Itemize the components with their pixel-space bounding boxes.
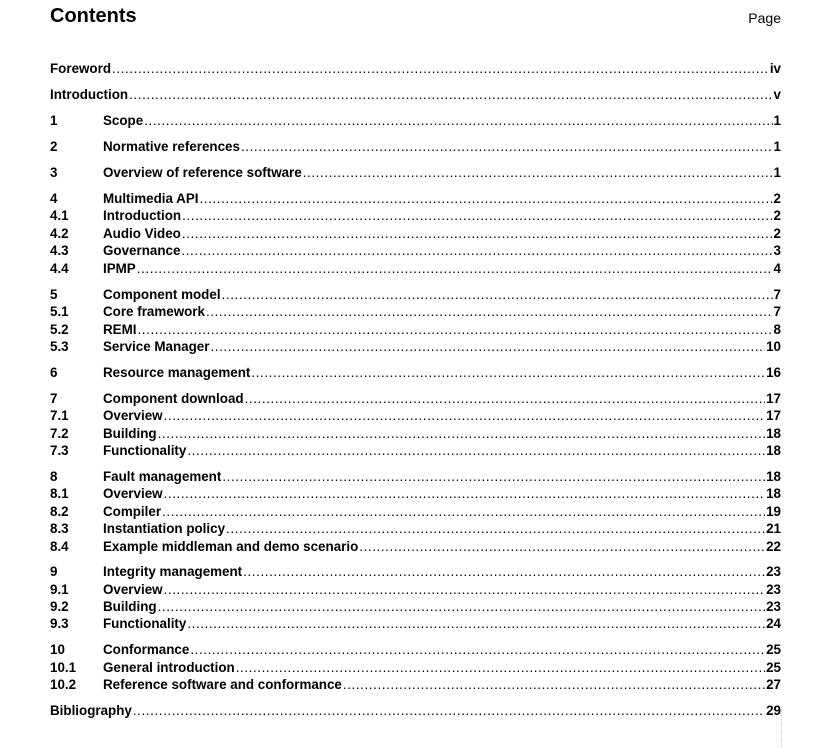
toc-entry-8[interactable]: [50, 468, 781, 485]
toc-page: 24: [766, 616, 781, 631]
toc-title: General introduction: [103, 660, 235, 675]
toc-leader: [164, 485, 766, 502]
toc-page: v: [773, 87, 781, 102]
toc-title: Introduction: [103, 208, 182, 223]
toc-leader: [190, 641, 765, 658]
toc-title: Conformance: [103, 642, 190, 657]
toc-number: 8.4: [50, 539, 69, 554]
toc-page: 2: [773, 226, 781, 241]
toc-entry-5[interactable]: [50, 286, 781, 303]
toc-leader: [158, 598, 766, 615]
toc-page: 8: [773, 322, 781, 337]
toc-leader: [226, 520, 765, 537]
toc-leader: [303, 164, 773, 181]
toc-title: Reference software and conformance: [103, 677, 342, 692]
toc-leader: [137, 321, 772, 338]
toc-title: Governance: [103, 243, 181, 258]
toc-number: 7.1: [50, 408, 69, 423]
toc-page: 25: [766, 642, 781, 657]
toc-number: 10.1: [50, 660, 77, 675]
toc-page: 2: [773, 191, 781, 206]
toc-title: Introduction: [50, 87, 129, 102]
toc-number: 7.3: [50, 443, 69, 458]
toc-leader: [112, 60, 769, 77]
toc-entry-introduction[interactable]: [50, 86, 781, 103]
toc-leader: [144, 112, 772, 129]
toc-entry-8-4[interactable]: [50, 538, 781, 555]
toc-entry-7[interactable]: [50, 390, 781, 407]
toc-page: 19: [766, 504, 781, 519]
toc-number: 9.3: [50, 616, 69, 631]
toc-title: Foreword: [50, 61, 112, 76]
toc-leader: [129, 86, 772, 103]
toc-page: 22: [766, 539, 781, 554]
toc-leader: [199, 190, 772, 207]
toc-leader: [206, 303, 773, 320]
toc-entry-1[interactable]: [50, 112, 781, 129]
toc-page: 2: [773, 208, 781, 223]
toc-title: Instantiation policy: [103, 521, 226, 536]
toc-entry-9-2[interactable]: [50, 598, 781, 615]
toc-page: 1: [773, 113, 781, 128]
toc-entry-8-1[interactable]: [50, 485, 781, 502]
toc-entry-4-3[interactable]: [50, 242, 781, 259]
toc-leader: [241, 138, 773, 155]
toc-leader: [182, 207, 772, 224]
toc-title: Audio Video: [103, 226, 181, 241]
toc-leader: [210, 338, 765, 355]
toc-leader: [162, 503, 765, 520]
toc-number: 2: [50, 139, 58, 154]
toc-number: 6: [50, 365, 58, 380]
toc-title: Resource management: [103, 365, 251, 380]
toc-title: Component download: [103, 391, 244, 406]
toc-entry-3[interactable]: [50, 164, 781, 181]
toc-title: Scope: [103, 113, 144, 128]
page-title: Contents: [50, 5, 137, 27]
toc-leader: [187, 442, 765, 459]
toc-page: 17: [766, 391, 781, 406]
toc-title: Normative references: [103, 139, 240, 154]
toc-entry-bibliography[interactable]: [50, 702, 781, 719]
toc-number: 4.4: [50, 261, 69, 276]
toc-page: 23: [766, 582, 781, 597]
page-column-label: Page: [748, 10, 781, 26]
toc-entry-2[interactable]: [50, 138, 781, 155]
toc-number: 5.3: [50, 339, 69, 354]
toc-title: REMI: [103, 322, 137, 337]
toc-title: Compiler: [103, 504, 162, 519]
toc-page: 23: [766, 599, 781, 614]
toc-title: Example middleman and demo scenario: [103, 539, 359, 554]
toc-entry-7-1[interactable]: [50, 407, 781, 424]
toc-title: Overview: [103, 486, 163, 501]
toc-number: 10: [50, 642, 65, 657]
toc-leader: [343, 676, 765, 693]
toc-title: Building: [103, 426, 157, 441]
toc-number: 8.3: [50, 521, 69, 536]
toc-page: 21: [766, 521, 781, 536]
toc-page: 4: [773, 261, 781, 276]
toc-title: Overview: [103, 582, 163, 597]
toc-entry-9[interactable]: [50, 563, 781, 580]
toc-number: 5: [50, 287, 58, 302]
toc-entry-4-4[interactable]: [50, 260, 781, 277]
toc-number: 7.2: [50, 426, 69, 441]
toc-number: 4: [50, 191, 58, 206]
toc-number: 3: [50, 165, 58, 180]
toc-entry-4-2[interactable]: [50, 225, 781, 242]
toc-leader: [236, 659, 765, 676]
toc-leader: [164, 581, 766, 598]
toc-title: Building: [103, 599, 157, 614]
toc-entry-5-1[interactable]: [50, 303, 781, 320]
toc-entry-foreword[interactable]: [50, 60, 781, 77]
toc-title: Bibliography: [50, 703, 132, 718]
toc-leader: [243, 563, 765, 580]
toc-entry-5-2[interactable]: [50, 321, 781, 338]
toc-number: 8: [50, 469, 58, 484]
toc-leader: [222, 286, 773, 303]
toc-number: 5.2: [50, 322, 69, 337]
toc-page: 25: [766, 660, 781, 675]
toc-page: 18: [766, 469, 781, 484]
toc-title: Integrity management: [103, 564, 243, 579]
toc-entry-8-2[interactable]: [50, 503, 781, 520]
toc-title: IPMP: [103, 261, 136, 276]
toc-number: 10.2: [50, 677, 77, 692]
toc-number: 7: [50, 391, 58, 406]
toc-number: 4.3: [50, 243, 69, 258]
toc-number: 9: [50, 564, 58, 579]
toc-entry-10-1[interactable]: [50, 659, 781, 676]
toc-page: 7: [773, 287, 781, 302]
toc-title: Multimedia API: [103, 191, 199, 206]
toc-leader: [137, 260, 773, 277]
toc-number: 8.1: [50, 486, 69, 501]
toc-leader: [181, 242, 772, 259]
toc-entry-9-1[interactable]: [50, 581, 781, 598]
toc-entry-4-1[interactable]: [50, 207, 781, 224]
toc-entry-7-3[interactable]: [50, 442, 781, 459]
toc-entry-10-2[interactable]: [50, 676, 781, 693]
table-of-contents: [50, 0, 781, 748]
toc-page: 7: [773, 304, 781, 319]
toc-number: 4.2: [50, 226, 69, 241]
toc-page: 10: [766, 339, 781, 354]
toc-title: Overview of reference software: [103, 165, 302, 180]
toc-leader: [187, 615, 765, 632]
toc-number: 1: [50, 113, 58, 128]
toc-title: Overview: [103, 408, 163, 423]
toc-entry-6[interactable]: [50, 364, 781, 381]
toc-entry-4[interactable]: [50, 190, 781, 207]
toc-page: iv: [769, 61, 781, 76]
toc-number: 9.1: [50, 582, 69, 597]
toc-leader: [158, 425, 766, 442]
toc-page: 18: [766, 443, 781, 458]
toc-leader: [245, 390, 766, 407]
toc-leader: [182, 225, 773, 242]
toc-number: 4.1: [50, 208, 69, 223]
toc-leader: [164, 407, 766, 424]
toc-page: 1: [773, 139, 781, 154]
page-edge-mark: [781, 706, 786, 748]
toc-page: 29: [766, 703, 781, 718]
toc-page: 3: [773, 243, 781, 258]
toc-number: 8.2: [50, 504, 69, 519]
toc-title: Functionality: [103, 616, 187, 631]
toc-leader: [359, 538, 765, 555]
toc-entry-7-2[interactable]: [50, 425, 781, 442]
toc-number: 5.1: [50, 304, 69, 319]
toc-page: 18: [766, 486, 781, 501]
toc-page: 27: [766, 677, 781, 692]
toc-page: 16: [766, 365, 781, 380]
toc-title: Fault management: [103, 469, 222, 484]
toc-entry-9-3[interactable]: [50, 615, 781, 632]
toc-entry-10[interactable]: [50, 641, 781, 658]
toc-page: 1: [773, 165, 781, 180]
toc-leader: [251, 364, 765, 381]
toc-page: 18: [766, 426, 781, 441]
toc-number: 9.2: [50, 599, 69, 614]
toc-page: 17: [766, 408, 781, 423]
toc-entry-8-3[interactable]: [50, 520, 781, 537]
toc-page: 23: [766, 564, 781, 579]
toc-entry-5-3[interactable]: [50, 338, 781, 355]
toc-title: Core framework: [103, 304, 205, 319]
toc-title: Functionality: [103, 443, 187, 458]
toc-title: Service Manager: [103, 339, 210, 354]
toc-title: Component model: [103, 287, 221, 302]
toc-leader: [222, 468, 765, 485]
toc-leader: [133, 702, 765, 719]
